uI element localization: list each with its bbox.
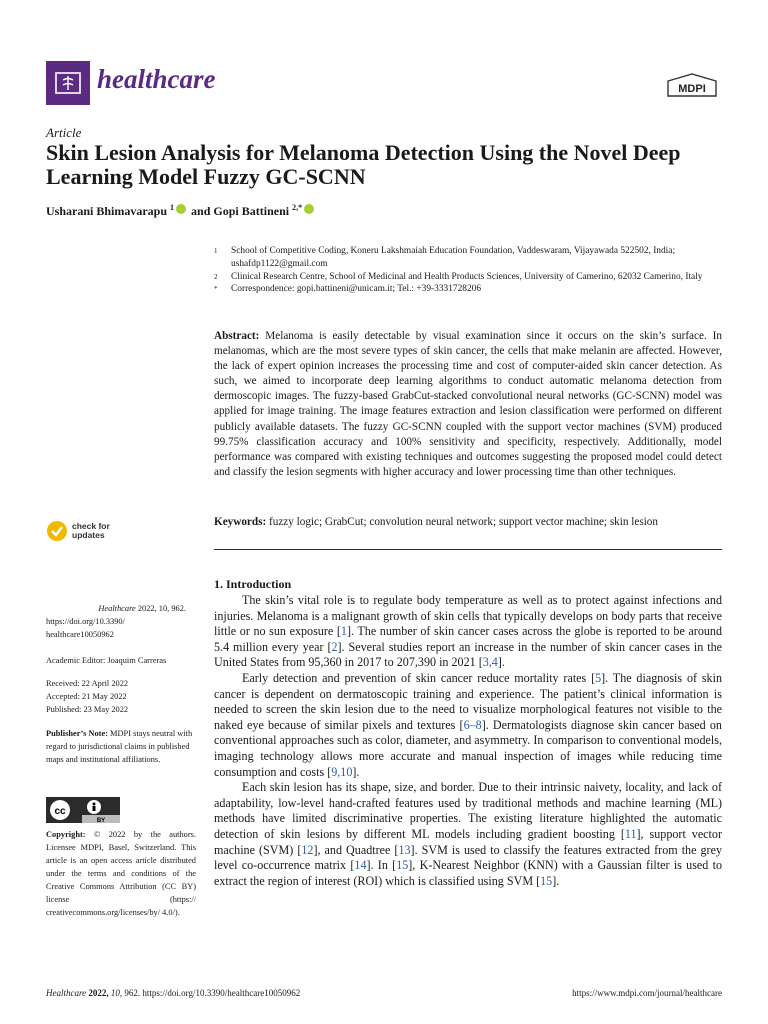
check-updates-line2: updates [72, 530, 105, 540]
doi-line[interactable]: healthcare10050962 [46, 630, 114, 639]
citation-link[interactable]: 12 [301, 842, 314, 857]
academic-editor: Academic Editor: Joaquim Carreras [46, 656, 167, 665]
citation-link[interactable]: 1 [340, 624, 347, 639]
affiliations [214, 245, 724, 296]
orcid-icon[interactable] [304, 204, 314, 214]
citation-link[interactable]: 3,4 [482, 655, 498, 670]
citation-link[interactable]: 5 [595, 670, 602, 685]
mdpi-logo-icon [664, 72, 720, 100]
affiliation-item [214, 283, 724, 296]
publisher-name: MDPI [678, 83, 706, 95]
author-name[interactable]: Gopi Battineni [213, 204, 290, 218]
publisher-note-label: Publisher’s Note: [46, 729, 108, 738]
affiliation-mark: 1 [214, 247, 218, 255]
citation-link[interactable]: 15 [540, 873, 553, 888]
cc-by-license-icon[interactable] [46, 797, 120, 823]
footer-citation: Healthcare 2022, 10, 962. https://doi.org/10.3390/healthcare10050962 [46, 988, 301, 998]
publisher-note [46, 727, 196, 766]
copyright-label: Copyright: [46, 830, 86, 839]
copyright [46, 828, 196, 919]
affiliation-mark: 2 [214, 272, 218, 281]
affiliation-mark: * [214, 285, 218, 294]
keywords [214, 516, 722, 528]
article-type: Article [46, 125, 82, 140]
abstract-label: Abstract: [214, 330, 260, 342]
keywords-text: fuzzy logic; GrabCut; convolution neural network; support vector machine; skin lesion [269, 516, 658, 528]
paragraph: Each skin lesion has its shape, size, and border. Due to their intrinsic naivety, locality, and lack of adaptability, low-level hand-crafted features used by traditional methods and machine learning (ML) methods have limited discriminative properties. The existing literature highlighted the automatic detection of skin lesions by different ML models including gradient boosting [11], support vector machine (SVM) [12], and Quadtree [13]. SVM is used to classify the features extracted from the grey level co-occurrence matrix [14]. In [15], K-Nearest Neighbor (KNN) with a Gaussian filter is used to extract the region of interest (ROI) which is classified using SVM [15]. [214, 780, 722, 888]
author-name[interactable]: Usharani Bhimavarapu [46, 204, 168, 218]
check-updates-line1: check for [72, 521, 110, 531]
paragraph: The skin’s vital role is to regulate body temperature as well as to protect against infections and injuries. Melanoma is a malignant growth of skin cells that typically develops on body parts that receive little or no sun exposure [1]. The number of skin cancer cases across the globe is reported to be around 5.4 million every year [2]. Several studies report an increase in the number of skin cancer cases in the United States from 95,360 in 2017 to 207,390 in 2021 [3,4]. [214, 593, 723, 670]
abstract [214, 329, 722, 480]
accepted-date: Accepted: 21 May 2022 [46, 692, 127, 701]
divider [214, 549, 722, 550]
citation-link[interactable]: 9,10 [331, 764, 353, 779]
citation-link[interactable]: 11 [624, 826, 637, 841]
citation-link[interactable]: 13 [398, 842, 411, 857]
abstract-text: Melanoma is easily detectable by visual examination since it occurs on the skin’s surface. In melanomas, which are the most severe types of skin cancer, the cells that make melanin are affected. However, the lack of expert opinion increases the processing time and cost of computer-aided skin cancer detection. As such, we aimed to incorporate deep learning algorithms to conduct automatic melanoma detection from dermoscopic images. The fuzzy-based GrabCut-stacked convolutional neural networks (GC-SCNN) model was applied for image training. The image features extraction and lesion classification were performed on different publicly available datasets. The fuzzy GC-SCNN coupled with the support vector machines (SVM) produced 99.75% classification accuracy and 100% sensitivity and specificity, respectively. Additionally, model performance was compared with existing techniques and outcomes suggesting the proposed model could detect and classify the lesion segments with higher accuracy and lower processing time than other techniques. [214, 330, 723, 478]
doi-line[interactable]: https://doi.org/10.3390/ [46, 617, 125, 626]
copyright-text: © 2022 by the authors. Licensee MDPI, Basel, Switzerland. This article is an open access article distributed under the terms and conditions of the Creative Commons Attribution (CC BY) license (https:// creativecommons.org/licenses/by/ 4.0/). [46, 830, 197, 917]
dates [46, 677, 196, 716]
citation-link[interactable]: 15 [396, 858, 409, 873]
citation-link[interactable]: 14 [354, 858, 367, 873]
introduction-body [214, 593, 722, 889]
author-list [46, 203, 316, 219]
affiliation-item [214, 271, 724, 284]
doi-link[interactable] [46, 615, 196, 641]
citation [46, 602, 186, 615]
affiliation-text: School of Competitive Coding, Koneru Lakshmaiah Education Foundation, Vaddeswaram, Vijayawada 522502, India; ushafdp1122@gmail.com [231, 246, 676, 269]
orcid-icon[interactable] [176, 204, 186, 214]
journal-logo [46, 61, 90, 105]
journal-name: healthcare [97, 64, 216, 94]
cc-by-label: BY [96, 818, 106, 823]
published-date: Published: 23 May 2022 [46, 705, 129, 714]
page-footer [46, 988, 722, 998]
affiliation-item [214, 245, 724, 271]
received-date: Received: 22 April 2022 [46, 679, 129, 688]
footer-journal-url[interactable]: https://www.mdpi.com/journal/healthcare [572, 988, 722, 998]
section-heading: 1. Introduction [214, 577, 292, 591]
author-affiliation-mark: 1 [170, 203, 175, 212]
author-affiliation-mark: 2,* [292, 203, 303, 212]
paper-title: Skin Lesion Analysis for Melanoma Detection Using the Novel Deep Learning Model Fuzzy GC-SCNN [46, 140, 681, 189]
svg-text:cc: cc [54, 806, 66, 817]
correspondence-text: Correspondence: gopi.battineni@unicam.it; Tel.: +39-3331728206 [231, 284, 482, 295]
paragraph: Early detection and prevention of skin cancer reduce mortality rates [5]. The diagnosis of skin cancer is dependent on dermatoscopic training and experience. The patient’s clinical information is needed to screen the skin lesion due to the need to visualize morphological features not visible to the naked eye because of similar pixels and textures [6–8]. Dermatologists diagnose skin cancer based on conventional approaches such as color, diameter, and asymmetry. In comparison to conventional models, imaging technology allows more accurate and manual inspection of images while reducing time consumption and costs [9,10]. [214, 670, 722, 779]
affiliation-text: Clinical Research Centre, School of Medicinal and Health Products Sciences, University of Camerino, 62032 Camerino, Italy [231, 271, 703, 282]
citation-journal: Healthcare [98, 604, 136, 613]
author-conjunction: and [191, 204, 211, 218]
citation-link[interactable]: 2 [331, 639, 338, 654]
check-for-updates-button[interactable] [46, 517, 122, 545]
publisher-note-text: MDPI stays neutral with regard to jurisdictional claims in published maps and institutional affiliations. [46, 729, 193, 764]
keywords-label: Keywords: [214, 516, 267, 528]
citation-link[interactable]: 6–8 [463, 717, 482, 732]
healthcare-logo-icon [53, 68, 83, 98]
check-updates-icon [46, 520, 68, 542]
citation-details: 2022, 10, 962. [137, 604, 186, 613]
